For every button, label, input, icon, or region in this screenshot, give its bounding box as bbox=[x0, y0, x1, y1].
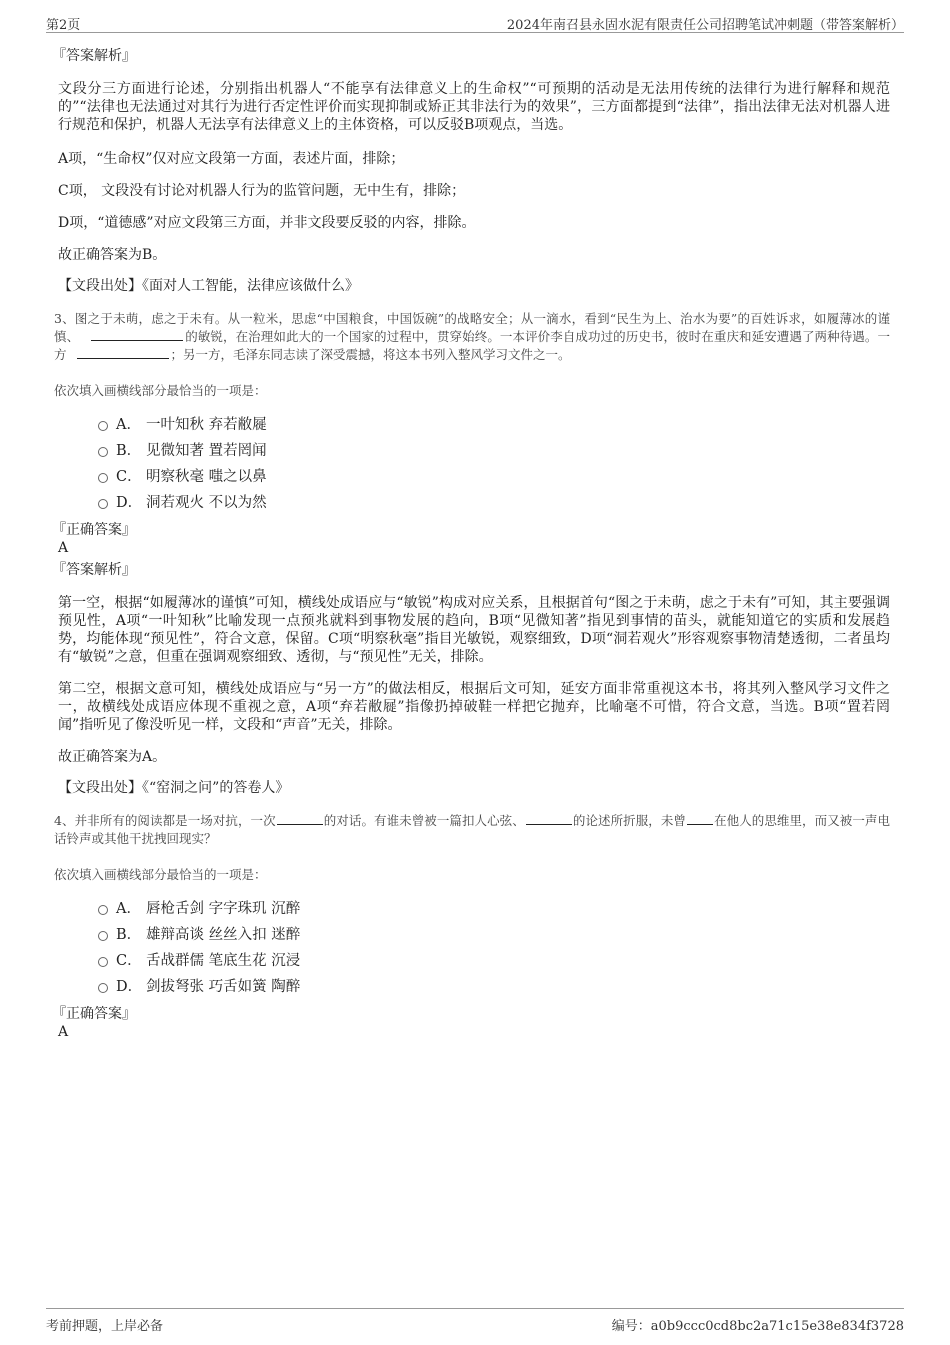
q3-correct-label: 『正确答案』 bbox=[52, 522, 136, 538]
option-d[interactable]: D． 剑拔弩张 巧舌如簧 陶醉 bbox=[58, 974, 890, 1000]
q4-stem-part: 4、并非所有的阅读都是一场对抗，一次 bbox=[54, 813, 276, 828]
q2-analysis-paragraph: A项，“生命权”仅对应文段第一方面，表述片面，排除； bbox=[58, 151, 405, 167]
q3-stem bbox=[54, 310, 890, 364]
radio-button-icon[interactable] bbox=[98, 931, 108, 941]
radio-button-icon[interactable] bbox=[98, 473, 108, 483]
q3-prompt: 依次填入画横线部分最恰当的一项是： bbox=[54, 383, 267, 398]
option-c[interactable]: C． 明察秋毫 嗤之以鼻 bbox=[58, 464, 890, 490]
option-b[interactable]: B． 雄辩高谈 丝丝入扣 迷醉 bbox=[58, 922, 890, 948]
q4-prompt: 依次填入画横线部分最恰当的一项是： bbox=[54, 867, 267, 882]
document-code: 编号：a0b9ccc0cd8bc2a71c15e38e834f3728 bbox=[611, 1319, 904, 1334]
q3-answer: A bbox=[58, 540, 69, 556]
fill-blank bbox=[526, 812, 572, 825]
q4-stem bbox=[54, 812, 890, 848]
q2-analysis-paragraph: C项， 文段没有讨论对机器人行为的监管问题，无中生有，排除； bbox=[58, 183, 466, 199]
q2-analysis-paragraph: D项，“道德感”对应文段第三方面，并非文段要反驳的内容，排除。 bbox=[58, 215, 476, 231]
radio-button-icon[interactable] bbox=[98, 447, 108, 457]
fill-blank bbox=[277, 812, 323, 825]
radio-button-icon[interactable] bbox=[98, 421, 108, 431]
option-b[interactable]: B． 见微知著 置若罔闻 bbox=[58, 438, 890, 464]
q3-options bbox=[58, 412, 890, 516]
q4-stem-part: 的对话。有谁未曾被一篇扣人心弦、 bbox=[323, 813, 525, 828]
q2-analysis-paragraph: 文段分三方面进行论述，分别指出机器人“不能享有法律意义上的生命权”“可预期的活动是无法用传统的法律行为进行解释和规范的”“法律也无法通过对其行为进行否定性评价而实现抑制或矫正其非法行为的效果”，三方面都提到“法律”，指出法律无法对机器人进行规范和保护，机器人无法享有法律意义上的主体资格，可以反驳B项观点，当选。 bbox=[58, 81, 890, 133]
q3-stem-part: 3、图之于未萌，虑之于未有。从一粒米，思虑“中国粮食，中国饭碗”的战略安全；从一滴水，看到“民生为上、治水为要”的百姓诉求，如履薄冰的谨慎、 bbox=[54, 311, 890, 344]
q3-analysis-paragraph: 第二空，根据文意可知，横线处成语应与“另一方”的做法相反，根据后文可知，延安方面非常重视这本书，将其列入整风学习文件之一，故横线处成语应体现不重视之意，A项“弃若敝屣”指像扔掉破鞋一样把它抛弃，比喻毫不可惜，符合文意，当选。B项“置若罔闻”指听见了像没听见一样，文段和“声音”无关，排除。 bbox=[58, 681, 890, 733]
q3-analysis-paragraph: 第一空，根据“如履薄冰的谨慎”可知，横线处成语应与“敏锐”构成对应关系，且根据首句“图之于未萌，虑之于未有”可知，其主要强调预见性，A项“一叶知秋”比喻发现一点预兆就料到事物发展的趋向，B项“见微知著”指见到事情的苗头，就能知道它的实质和发展趋势，均能体现“预见性”，符合文意，保留。C项“明察秋毫”指目光敏锐，观察细致，D项“洞若观火”形容观察事物清楚透彻，二者虽均有“敏锐”之意，但重在强调观察细致、透彻，与“预见性”无关，排除。 bbox=[58, 595, 890, 665]
q2-analysis-paragraph: 故正确答案为B。 bbox=[58, 247, 167, 263]
q4-stem-part: 的论述所折服，未曾 bbox=[572, 813, 687, 828]
document-title: 2024年南召县永固水泥有限责任公司招聘笔试冲刺题（带答案解析） bbox=[506, 18, 904, 33]
option-a[interactable]: A． 一叶知秋 弃若敝屣 bbox=[58, 412, 890, 438]
option-d[interactable]: D． 洞若观火 不以为然 bbox=[58, 490, 890, 516]
q2-analysis-label: 『答案解析』 bbox=[52, 48, 136, 64]
q3-source: 【文段出处】《“窑洞之问”的答卷人》 bbox=[58, 780, 290, 796]
q3-stem-part: 的敏锐，在治理如此大的一个国家的过程中，贯穿始终。一本评价李自成功过的历史书，彼时在重庆和延安遭遇了两种待遇。一方 bbox=[54, 329, 890, 362]
fill-blank bbox=[687, 812, 713, 825]
radio-button-icon[interactable] bbox=[98, 983, 108, 993]
q4-stem-part: 在他人的思维里，而又被一声电话铃声或其他干扰拽回现实？ bbox=[54, 813, 890, 846]
q4-answer: A bbox=[58, 1024, 69, 1040]
page-footer bbox=[46, 1308, 904, 1333]
q3-stem-part: ；另一方，毛泽东同志读了深受震撼，将这本书列入整风学习文件之一。 bbox=[170, 347, 571, 362]
page-header bbox=[46, 14, 904, 33]
radio-button-icon[interactable] bbox=[98, 957, 108, 967]
q4-options bbox=[58, 896, 890, 1000]
radio-button-icon[interactable] bbox=[98, 499, 108, 509]
q3-analysis-paragraph: 故正确答案为A。 bbox=[58, 749, 167, 765]
page-content bbox=[52, 46, 890, 1040]
option-a[interactable]: A． 唇枪舌剑 字字珠玑 沉醉 bbox=[58, 896, 890, 922]
fill-blank bbox=[77, 346, 169, 359]
fill-blank bbox=[91, 328, 183, 341]
page-number: 第2页 bbox=[46, 18, 81, 33]
option-c[interactable]: C． 舌战群儒 笔底生花 沉浸 bbox=[58, 948, 890, 974]
q4-correct-label: 『正确答案』 bbox=[52, 1006, 136, 1022]
footer-slogan: 考前押题，上岸必备 bbox=[46, 1319, 164, 1334]
radio-button-icon[interactable] bbox=[98, 905, 108, 915]
q3-analysis-label: 『答案解析』 bbox=[52, 562, 136, 578]
q2-source: 【文段出处】《面对人工智能，法律应该做什么》 bbox=[58, 278, 359, 294]
